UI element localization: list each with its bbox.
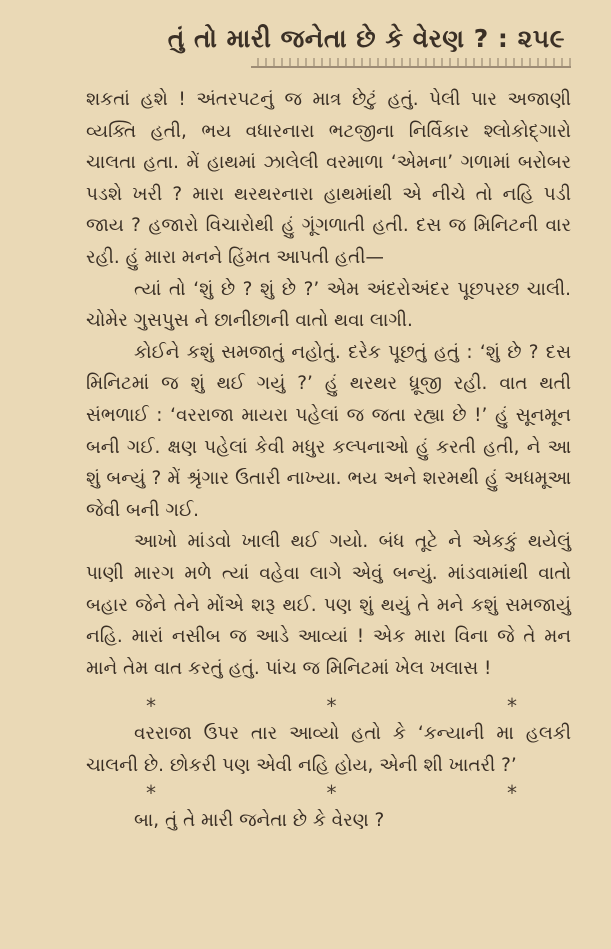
paragraph-2: ત્યાં તો ‘શું છે ? શું છે ?’ એમ અંદરોઅંદર પૂછપરછ ચાલી. ચોમેર ગુસપુસ ને છાનીછાની વાતો થવા લાગી. xyxy=(86,278,571,332)
paragraph-5: વરરાજા ઉપર તાર આવ્યો હતો કે ‘કન્યાની મા હલકી ચાલની છે. છોકરી પણ એવી નહિ હોય, એની શી ખાતરી ?’ xyxy=(86,723,571,776)
section-break xyxy=(86,694,571,718)
header-rule xyxy=(251,58,571,68)
paragraph-3: કોઈને કશું સમજાતું નહોતું. દરેક પૂછતું હતું : ‘શું છે ? દસ મિનિટમાં જ શું થઈ ગયું ?’ હું થરથર ધ્રૂજી રહી. વાત થતી સંભળાઈ : ‘વરરાજા માયરા પહેલાં જ જતા રહ્યા છે !’ હું સૂનમૂન બની ગઈ. ક્ષણ પહેલાં કેવી મધુર કલ્પનાઓ હું કરતી હતી, ને આ શું બન્યું ? મેં શ્રૃંગાર ઉતારી નાખ્યા. ભય અને શરમથી હું અધમૂઆ જેવી બની ગઈ. xyxy=(86,341,571,521)
running-head: તું તો મારી જનેતા છે કે વેરણ ? : ૨૫૯ xyxy=(167,24,565,53)
star-icon: * xyxy=(326,694,337,719)
paragraph-1: શકતાં હશે ! અંતરપટનું જ માત્ર છેટું હતું. પેલી પાર અજાણી વ્યક્તિ હતી, ભય વધારનારા ભટજીના નિર્વિકાર શ્લોકોદ્ગારો ચાલતા હતા. મેં હાથમાં ઝાલેલી વરમાળા ‘એમના’ ગળામાં બરોબર પડશે ખરી ? મારા થરથરનારા હાથમાંથી એ નીચે તો નહિ પડી જાય ? હજારો વિચારોથી હું ગૂંગળાતી હતી. દસ જ મિનિટની વાર રહી. હું મારા મનને હિંમત આપતી હતી— xyxy=(86,89,571,268)
star-icon: * xyxy=(507,781,517,806)
star-icon: * xyxy=(507,694,517,719)
section-break xyxy=(86,781,571,805)
body-text xyxy=(86,84,571,837)
star-icon: * xyxy=(146,694,156,719)
star-icon: * xyxy=(146,781,156,806)
paragraph-6: બા, તું તે મારી જનેતા છે કે વેરણ ? xyxy=(134,810,385,832)
paragraph-4: આખો માંડવો ખાલી થઈ ગયો. બંધ તૂટે ને એકકું થયેલું પાણી મારગ મળે ત્યાં વહેવા લાગે એવું બન્યું. માંડવામાંથી વાતો બહાર જેને તેને મોંએ શરૂ થઈ. પણ શું થયું તે મને કશું સમજાયું નહિ. મારાં નસીબ જ આડે આવ્યાં ! એક મારા વિના જે તે મન માને તેમ વાત કરતું હતું. પાંચ જ મિનિટમાં ખેલ ખલાસ ! xyxy=(86,531,571,679)
spacer xyxy=(86,684,571,694)
star-icon: * xyxy=(326,781,337,806)
